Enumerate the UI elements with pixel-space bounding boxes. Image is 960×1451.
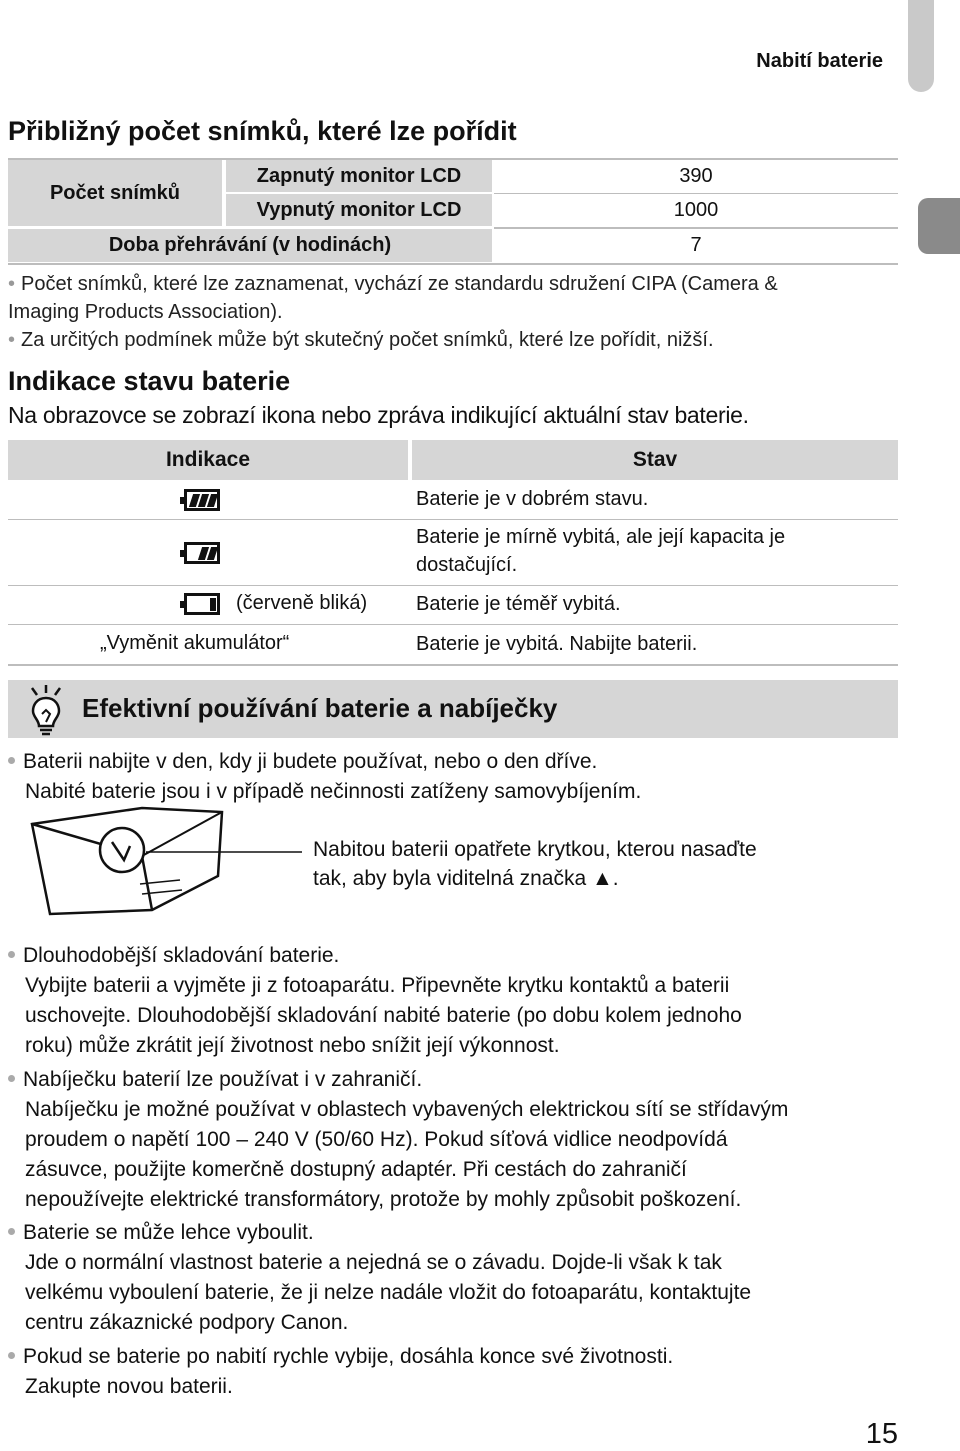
battery-cover-illustration — [22, 806, 304, 918]
battery-full-icon — [184, 489, 220, 511]
tip-4: Baterie se může lehce vyboulit. Jde o normální vlastnost baterie a nejedná se o závadu. Dojde-li však k tak velkému vyboulení baterie, že ji nelze nadále vložit do fotoaparátu, kontaktujte centru zákaznické podpory Canon. — [8, 1218, 751, 1338]
tips-title: Efektivní používání baterie a nabíječky — [82, 693, 558, 723]
tip-5: Pokud se baterie po nabití rychle vybije, dosáhla konce své životnosti. Zakupte novou baterii. — [8, 1342, 673, 1402]
shots-row-label: Počet snímků — [8, 160, 222, 226]
page-tab-top — [908, 0, 934, 92]
playback-label: Doba přehrávání (v hodinách) — [8, 229, 492, 262]
tip-1: Baterii nabijte v den, kdy ji budete používat, nebo o den dříve. Nabité baterie jsou i v případě nečinnosti zatíženy samovybíjením. — [8, 747, 641, 807]
chapter-title: Nabití baterie — [756, 50, 883, 72]
chapter-tab-marker — [918, 198, 960, 254]
battery-low-icon — [184, 593, 220, 615]
page-number: 15 — [865, 1418, 898, 1450]
lcd-on-label: Zapnutý monitor LCD — [226, 160, 492, 192]
col-indicator: Indikace — [8, 440, 408, 480]
row3-indicator: (červeně bliká) — [236, 592, 368, 614]
shots-heading: Přibližný počet snímků, které lze pořídit — [8, 116, 517, 146]
lcd-on-value: 390 — [494, 160, 898, 192]
battery-heading: Indikace stavu baterie — [8, 366, 291, 396]
illustration-caption: Nabitou baterii opatřete krytkou, kterou nasaďte tak, aby byla viditelná značka ▲. — [313, 838, 757, 890]
lcd-off-label: Vypnutý monitor LCD — [226, 194, 492, 226]
battery-intro: Na obrazovce se zobrazí ikona nebo zpráva indikující aktuální stav baterie. — [8, 402, 749, 428]
row4-state: Baterie je vybitá. Nabijte baterii. — [416, 633, 698, 655]
row4-indicator: „Vyměnit akumulátor“ — [100, 632, 290, 654]
tip-2: Dlouhodobější skladování baterie. Vybijte baterii a vyjměte ji z fotoaparátu. Připevněte krytku kontaktů a baterii uschovejte. Dlouhodobější skladování nabité baterie (po dobu kolem jednoho roku) může zkrátit její životnost nebo snížit její výkonnost. — [8, 941, 742, 1061]
lightbulb-icon — [24, 684, 68, 736]
battery-half-icon — [184, 542, 220, 564]
row2-state: Baterie je mírně vybitá, ale její kapacita je dostačující. — [416, 526, 786, 576]
tip-3: Nabíječku baterií lze používat i v zahraničí. Nabíječku je možné používat v oblastech vybavených elektrickou sítí se střídavým proudem o napětí 100 – 240 V (50/60 Hz). Pokud síťová vidlice neodpovídá zásuvce, použijte komerčně dostupný adaptér. Při cestách do zahraničí nepoužívejte elektrické transformátory, protože by mohly způsobit poškození. — [8, 1065, 788, 1215]
playback-value: 7 — [494, 229, 898, 262]
col-state: Stav — [412, 440, 898, 480]
shots-note-1: • Počet snímků, které lze zaznamenat, vychází ze standardu sdružení CIPA (Camera & Imaging Products Association). — [8, 273, 778, 323]
shots-note-2: • Za určitých podmínek může být skutečný počet snímků, které lze pořídit, nižší. — [8, 329, 714, 351]
lcd-off-value: 1000 — [494, 194, 898, 226]
row1-state: Baterie je v dobrém stavu. — [416, 488, 649, 510]
row3-state: Baterie je téměř vybitá. — [416, 593, 621, 615]
